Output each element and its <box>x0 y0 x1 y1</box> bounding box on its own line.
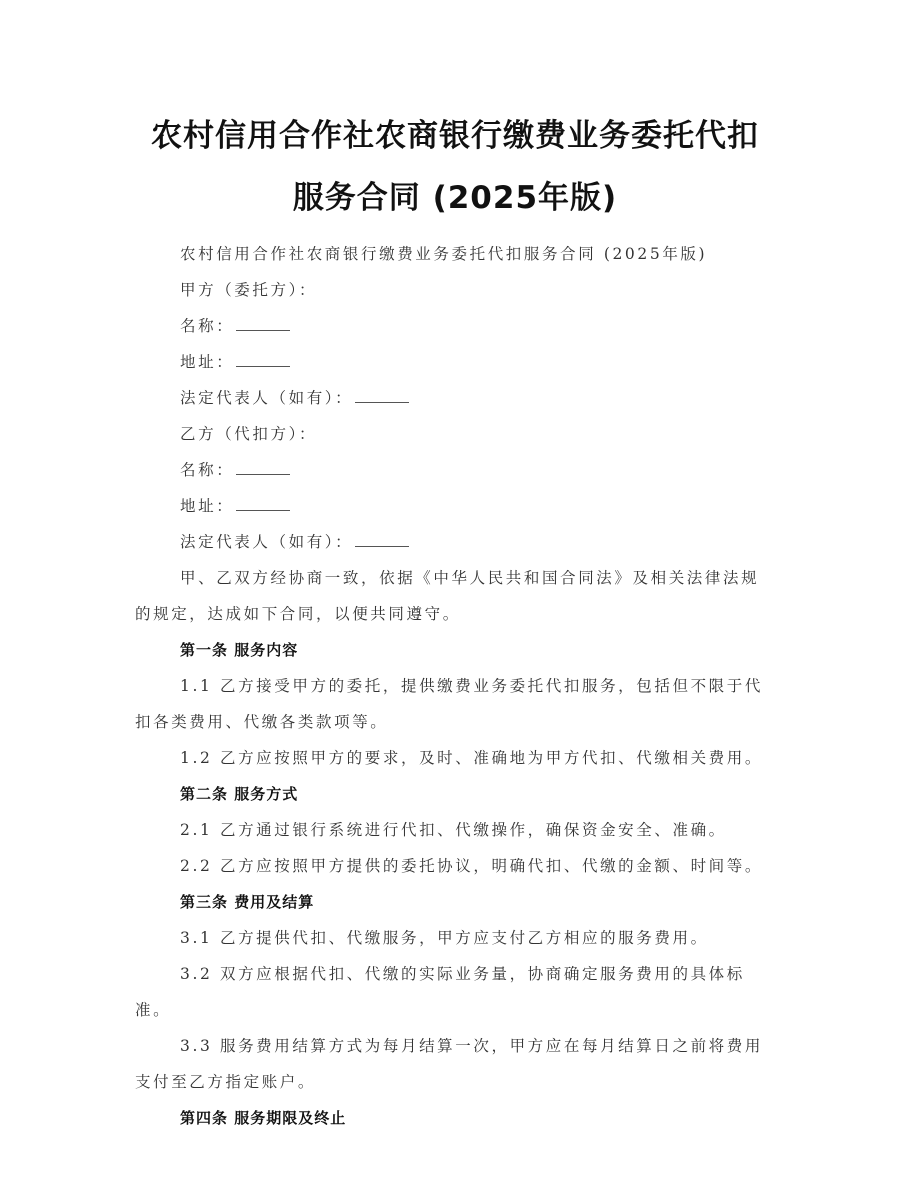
party-a-heading: 甲方（委托方）： <box>180 281 318 299</box>
document-subtitle: 农村信用合作社农商银行缴费业务委托代扣服务合同 (2025年版) <box>180 245 708 263</box>
party-b-rep-label: 法定代表人（如有）： <box>180 533 354 551</box>
party-a-address-blank <box>236 352 290 367</box>
party-b-name-label: 名称： <box>180 461 235 479</box>
preamble-paragraph: 甲、乙双方经协商一致，依据《中华人民共和国合同法》及相关法律法规的规定，达成如下合同，以便共同遵守。 <box>135 569 760 623</box>
clause-2-1: 2.1 乙方通过银行系统进行代扣、代缴操作，确保资金安全、准确。 <box>180 821 727 839</box>
party-b-address-blank <box>236 496 290 511</box>
article-3-heading: 第三条 费用及结算 <box>180 893 315 911</box>
party-a-address-field <box>135 344 775 380</box>
party-b-rep-blank <box>355 532 409 547</box>
document-title-line2: 服务合同 (2025年版) <box>292 180 618 216</box>
party-a-name-label: 名称： <box>180 317 235 335</box>
party-b-name-blank <box>236 460 290 475</box>
clause-3-2: 3.2 双方应根据代扣、代缴的实际业务量，协商确定服务费用的具体标准。 <box>135 965 745 1019</box>
document-body <box>135 236 775 1136</box>
party-a-rep-label: 法定代表人（如有）： <box>180 389 354 407</box>
clause-3-3: 3.3 服务费用结算方式为每月结算一次，甲方应在每月结算日之前将费用支付至乙方指定账户。 <box>135 1037 763 1091</box>
party-a-name-blank <box>236 316 290 331</box>
party-b-rep-field <box>135 524 775 560</box>
clause-1-1: 1.1 乙方接受甲方的委托，提供缴费业务委托代扣服务，包括但不限于代扣各类费用、代缴各类款项等。 <box>135 677 763 731</box>
party-a-address-label: 地址： <box>180 353 235 371</box>
article-2-heading: 第二条 服务方式 <box>180 785 299 803</box>
party-a-rep-field <box>135 380 775 416</box>
clause-2-2: 2.2 乙方应按照甲方提供的委托协议，明确代扣、代缴的金额、时间等。 <box>180 857 763 875</box>
party-a-name-field <box>135 308 775 344</box>
clause-1-2: 1.2 乙方应按照甲方的要求，及时、准确地为甲方代扣、代缴相关费用。 <box>180 749 763 767</box>
document-title-line1: 农村信用合作社农商银行缴费业务委托代扣 <box>151 118 759 154</box>
party-b-name-field <box>135 452 775 488</box>
party-b-address-label: 地址： <box>180 497 235 515</box>
party-b-heading: 乙方（代扣方）： <box>180 425 318 443</box>
clause-3-1: 3.1 乙方提供代扣、代缴服务，甲方应支付乙方相应的服务费用。 <box>180 929 709 947</box>
article-1-heading: 第一条 服务内容 <box>180 641 299 659</box>
party-b-address-field <box>135 488 775 524</box>
article-4-heading: 第四条 服务期限及终止 <box>180 1109 347 1127</box>
party-a-rep-blank <box>355 388 409 403</box>
